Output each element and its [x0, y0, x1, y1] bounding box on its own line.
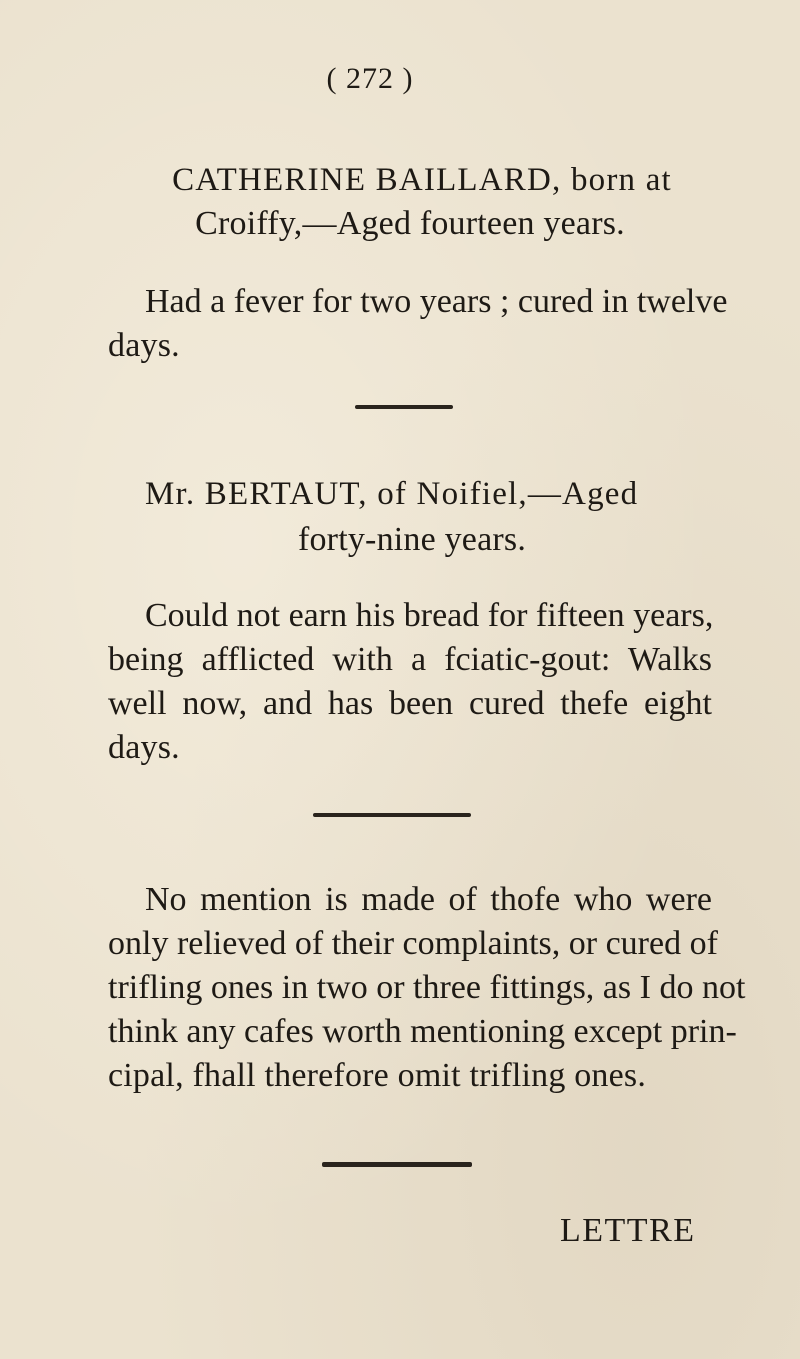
entry-body-2-line-3: well now, and has been cured thefe eight	[108, 685, 712, 722]
entry-heading-2-line-1: Mr. BERTAUT, of Noifiel,—Aged	[145, 476, 639, 512]
section-divider-1	[355, 405, 453, 409]
catchword: LETTRE	[560, 1212, 696, 1249]
entry-body-1-line-1: Had a fever for two years ; cured in twelve	[145, 283, 728, 320]
note-line-2: only relieved of their complaints, or cured of	[108, 925, 718, 962]
entry-heading-2-line-2: forty-nine years.	[297, 521, 527, 558]
entry-heading-1-line-2: Croiffy,—Aged fourteen years.	[195, 205, 625, 242]
entry-body-2-line-1: Could not earn his bread for fifteen years,	[145, 597, 714, 634]
note-line-4: think any cafes worth mentioning except prin-	[108, 1013, 737, 1050]
section-divider-3	[322, 1162, 472, 1167]
note-line-3: trifling ones in two or three fittings, as I do not	[108, 969, 746, 1006]
note-line-5: cipal, fhall therefore omit trifling ones.	[108, 1057, 647, 1094]
entry-heading-1-line-1: CATHERINE BAILLARD, born at	[172, 162, 672, 198]
note-line-1: No mention is made of thofe who were	[145, 881, 712, 918]
page-number: ( 272 )	[326, 62, 414, 95]
entry-body-2-line-2: being afflicted with a fciatic-gout: Walks	[108, 641, 712, 678]
entry-body-1-line-2: days.	[108, 327, 180, 364]
entry-body-2-line-4: days.	[108, 729, 180, 766]
section-divider-2	[313, 813, 471, 817]
